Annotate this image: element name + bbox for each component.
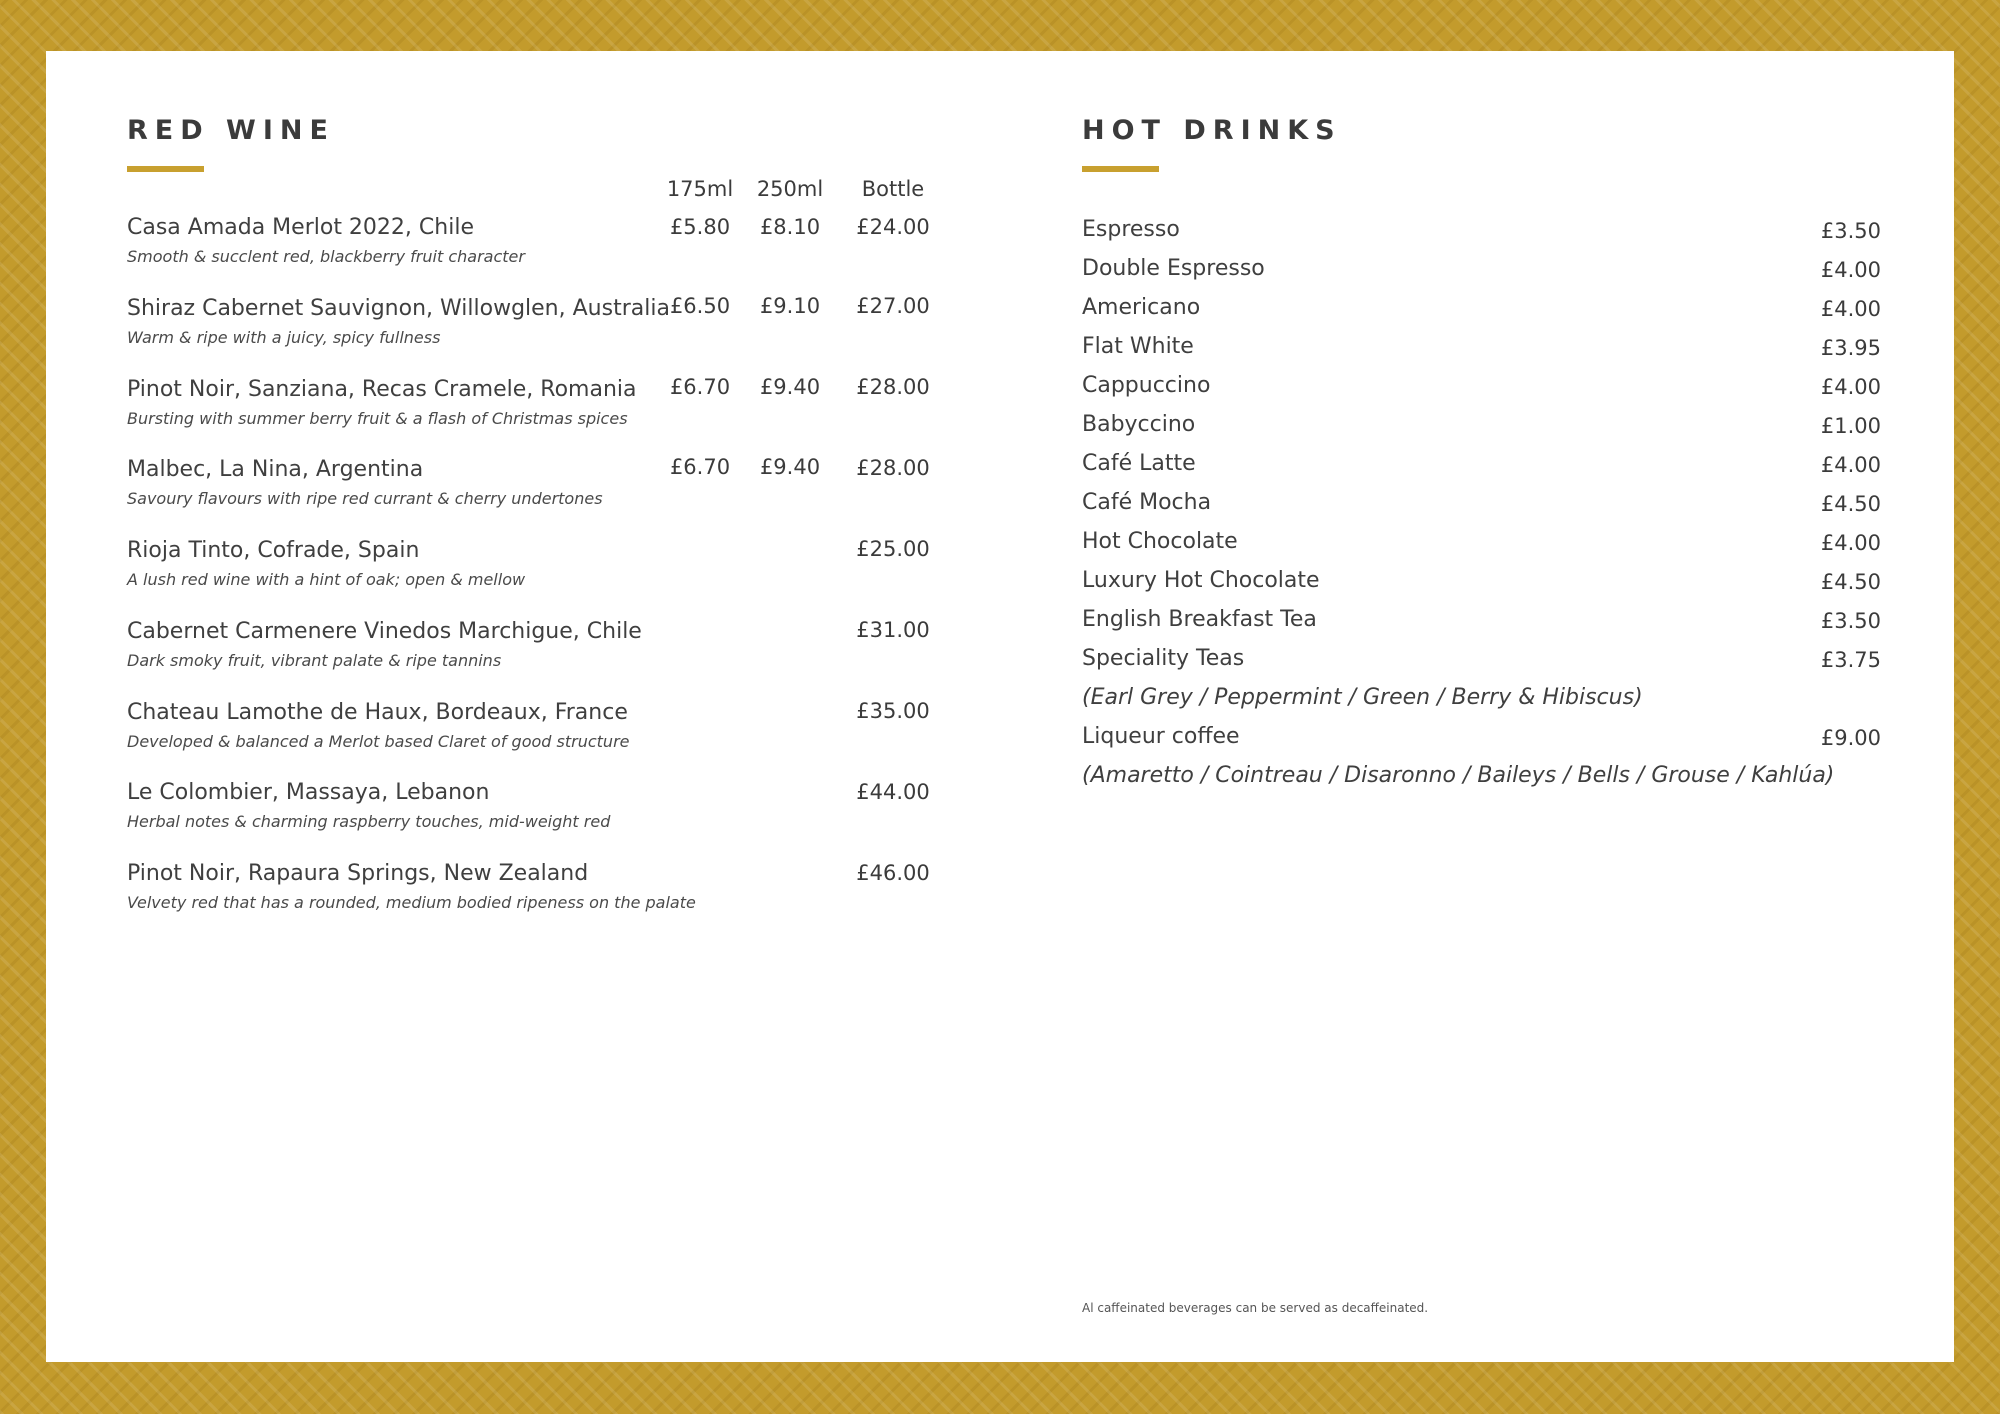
column-header-175ml: 175ml <box>666 177 734 201</box>
wine-price-250ml: £9.40 <box>759 375 821 399</box>
drink-name: Espresso <box>1082 217 1180 242</box>
wine-price-bottle: £28.00 <box>856 375 930 399</box>
drink-price: £3.75 <box>1820 648 1881 672</box>
wine-description: Warm & ripe with a juicy, spicy fullness <box>127 328 441 347</box>
drink-name: Hot Chocolate <box>1082 529 1238 554</box>
wine-price-250ml: £9.40 <box>759 455 821 479</box>
wine-price-175ml: £6.70 <box>669 455 731 479</box>
drink-price: £4.50 <box>1820 492 1881 516</box>
drink-price: £4.00 <box>1820 297 1881 321</box>
wine-description: Herbal notes & charming raspberry touches, mid-weight red <box>127 812 611 831</box>
drink-name: Double Espresso <box>1082 256 1265 281</box>
wine-name: Rioja Tinto, Cofrade, Spain <box>127 538 420 563</box>
wine-description: Developed & balanced a Merlot based Claret of good structure <box>127 732 630 751</box>
wine-price-175ml: £5.80 <box>669 215 731 239</box>
wine-price-bottle: £24.00 <box>856 215 930 239</box>
drink-options-note: (Earl Grey / Peppermint / Green / Berry & Hibiscus) <box>1082 685 1643 710</box>
wine-price-250ml: £8.10 <box>759 215 821 239</box>
drink-name: Luxury Hot Chocolate <box>1082 568 1320 593</box>
wine-description: Smooth & succlent red, blackberry fruit character <box>127 247 525 266</box>
drink-name: Cappuccino <box>1082 373 1211 398</box>
wine-price-175ml: £6.50 <box>669 294 731 318</box>
wine-price-bottle: £27.00 <box>856 294 930 318</box>
wine-price-250ml: £9.10 <box>759 294 821 318</box>
wine-name: Casa Amada Merlot 2022, Chile <box>127 215 474 240</box>
red-wine-heading: RED WINE <box>127 115 335 146</box>
wine-price-bottle: £44.00 <box>856 780 930 804</box>
drink-price: £3.50 <box>1820 219 1881 243</box>
drink-price: £3.95 <box>1820 336 1881 360</box>
drink-price: £4.00 <box>1820 453 1881 477</box>
drink-price: £4.50 <box>1820 570 1881 594</box>
drink-name: English Breakfast Tea <box>1082 607 1317 632</box>
decaf-footnote: Al caffeinated beverages can be served as decaffeinated. <box>1082 1301 1429 1315</box>
hot-drinks-heading: HOT DRINKS <box>1082 115 1342 146</box>
wine-name: Shiraz Cabernet Sauvignon, Willowglen, Australia <box>127 296 670 321</box>
wine-description: Dark smoky fruit, vibrant palate & ripe tannins <box>127 651 502 670</box>
wine-description: A lush red wine with a hint of oak; open & mellow <box>127 570 526 589</box>
drink-name: Speciality Teas <box>1082 646 1245 671</box>
wine-price-175ml: £6.70 <box>669 375 731 399</box>
wine-name: Le Colombier, Massaya, Lebanon <box>127 780 490 805</box>
drink-price: £4.00 <box>1820 531 1881 555</box>
wine-name: Chateau Lamothe de Haux, Bordeaux, France <box>127 700 628 725</box>
drink-price: £4.00 <box>1820 258 1881 282</box>
menu-page <box>46 51 1954 1362</box>
drink-options-note: (Amaretto / Cointreau / Disaronno / Baileys / Bells / Grouse / Kahlúa) <box>1082 763 1835 788</box>
drink-name: Babyccino <box>1082 412 1196 437</box>
wine-name: Pinot Noir, Rapaura Springs, New Zealand <box>127 861 589 886</box>
drink-price: £4.00 <box>1820 375 1881 399</box>
hot-drinks-heading-underline <box>1082 166 1159 172</box>
wine-description: Bursting with summer berry fruit & a flash of Christmas spices <box>127 409 628 428</box>
drink-name: Americano <box>1082 295 1201 320</box>
drink-price: £1.00 <box>1820 414 1881 438</box>
drink-name: Liqueur coffee <box>1082 724 1240 749</box>
wine-description: Savoury flavours with ripe red currant & cherry undertones <box>127 489 603 508</box>
drink-name: Flat White <box>1082 334 1194 359</box>
red-wine-heading-underline <box>127 166 204 172</box>
column-header-bottle: Bottle <box>861 177 925 201</box>
wine-name: Malbec, La Nina, Argentina <box>127 457 424 482</box>
column-header-250ml: 250ml <box>756 177 824 201</box>
wine-price-bottle: £25.00 <box>856 537 930 561</box>
wine-price-bottle: £46.00 <box>856 861 930 885</box>
wine-price-bottle: £28.00 <box>856 456 930 480</box>
wine-price-bottle: £31.00 <box>856 618 930 642</box>
wine-name: Pinot Noir, Sanziana, Recas Cramele, Romania <box>127 377 637 402</box>
wine-price-bottle: £35.00 <box>856 699 930 723</box>
wine-description: Velvety red that has a rounded, medium bodied ripeness on the palate <box>127 893 696 912</box>
drink-price: £9.00 <box>1820 726 1881 750</box>
drink-name: Café Mocha <box>1082 490 1212 515</box>
drink-price: £3.50 <box>1820 609 1881 633</box>
drink-name: Café Latte <box>1082 451 1196 476</box>
wine-name: Cabernet Carmenere Vinedos Marchigue, Chile <box>127 619 642 644</box>
